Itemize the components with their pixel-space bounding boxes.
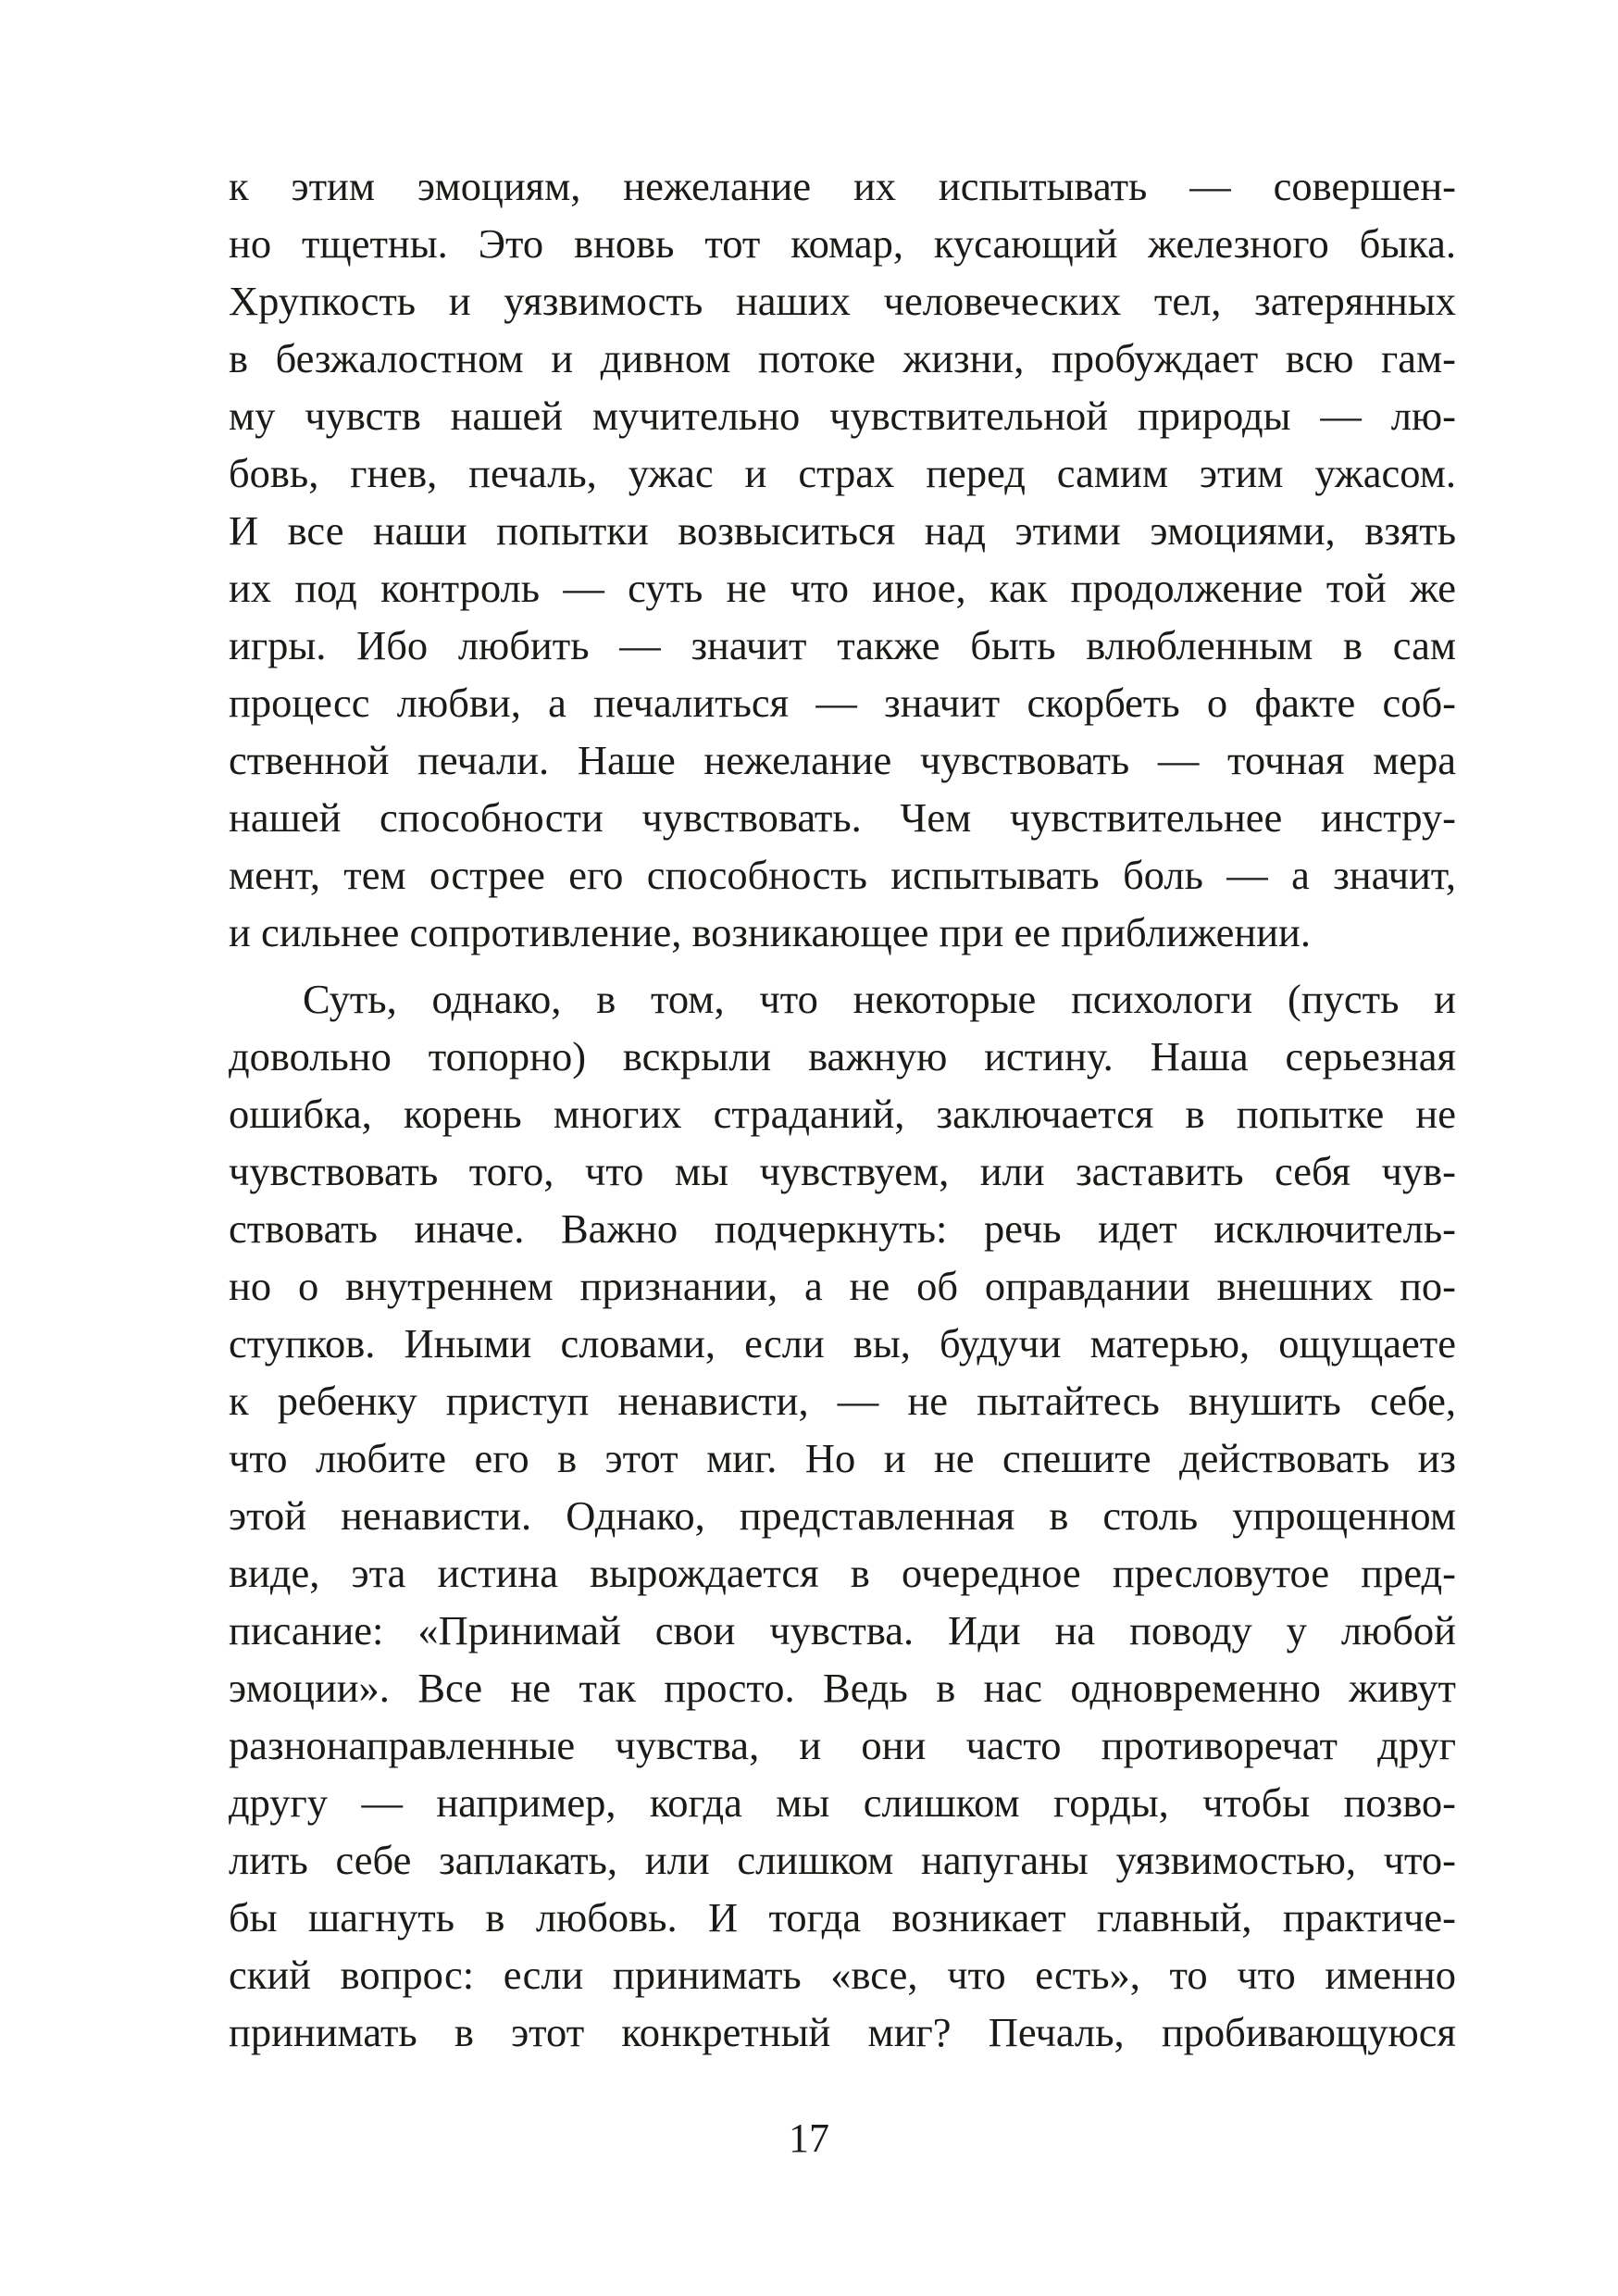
text-line: бы шагнуть в любовь. И тогда возникает главный, практиче- <box>229 1894 1456 1940</box>
text-line: лить себе заплакать, или слишком напуганы уязвимостью, что- <box>229 1837 1456 1883</box>
text-line: Хрупкость и уязвимость наших человеческих тел, затерянных <box>229 278 1456 324</box>
text-line: бовь, гнев, печаль, ужас и страх перед самим этим ужасом. <box>229 450 1456 496</box>
text-line: этой ненависти. Однако, представленная в столь упрощенном <box>229 1492 1456 1539</box>
text-line: ский вопрос: если принимать «все, что есть», то что именно <box>229 1952 1456 1998</box>
text-line: Суть, однако, в том, что некоторые психологи (пусть и <box>303 976 1456 1022</box>
page-number: 17 <box>789 2115 829 2161</box>
text-line: нашей способности чувствовать. Чем чувствительнее инстру- <box>229 794 1456 841</box>
text-line: чувствовать того, что мы чувствуем, или заставить себя чув- <box>229 1148 1456 1194</box>
text-line: ступков. Иными словами, если вы, будучи матерью, ощущаете <box>229 1320 1456 1366</box>
text-line: эмоции». Все не так просто. Ведь в нас одновременно живут <box>229 1665 1456 1711</box>
text-line: ошибка, корень многих страданий, заключается в попытке не <box>229 1091 1456 1137</box>
text-line: виде, эта истина вырождается в очередное пресловутое пред- <box>229 1550 1456 1596</box>
body-text <box>229 157 1456 2061</box>
text-line: И все наши попытки возвыситься над этими эмоциями, взять <box>229 507 1456 554</box>
text-line: довольно топорно) вскрыли важную истину. Наша серьезная <box>229 1033 1456 1079</box>
text-line: и сильнее сопротивление, возникающее при ее приближении. <box>229 909 1311 955</box>
text-line: игры. Ибо любить — значит также быть влюбленным в сам <box>229 622 1456 668</box>
text-line: другу — например, когда мы слишком горды, чтобы позво- <box>229 1779 1456 1826</box>
text-line: их под контроль — суть не что иное, как продолжение той же <box>229 565 1456 611</box>
text-line: ственной печали. Наше нежелание чувствовать — точная мера <box>229 737 1456 783</box>
text-line: к этим эмоциям, нежелание их испытывать — совершен- <box>229 163 1456 209</box>
text-line: писание: «Принимай свои чувства. Иди на поводу у любой <box>229 1607 1456 1653</box>
text-line: к ребенку приступ ненависти, — не пытайтесь внушить себе, <box>229 1378 1456 1424</box>
text-line: процесс любви, а печалиться — значит скорбеть о факте соб- <box>229 680 1456 726</box>
paragraph-1 <box>229 157 1456 961</box>
text-line: в безжалостном и дивном потоке жизни, пробуждает всю гам- <box>229 335 1456 381</box>
text-line: что любите его в этот миг. Но и не спешите действовать из <box>229 1435 1456 1481</box>
text-line: но о внутреннем признании, а не об оправдании внешних по- <box>229 1263 1456 1309</box>
text-line: мент, тем острее его способность испытывать боль — а значит, <box>229 852 1456 898</box>
text-line: разнонаправленные чувства, и они часто противоречат друг <box>229 1722 1456 1768</box>
text-line: но тщетны. Это вновь тот комар, кусающий железного быка. <box>229 220 1456 267</box>
text-line: му чувств нашей мучительно чувствительной природы — лю- <box>229 393 1456 439</box>
paragraph-gap <box>229 961 1456 970</box>
paragraph-2 <box>229 970 1456 2061</box>
text-line: принимать в этот конкретный миг? Печаль, пробивающуюся <box>229 2009 1456 2055</box>
text-line: ствовать иначе. Важно подчеркнуть: речь идет исключитель- <box>229 1205 1456 1252</box>
